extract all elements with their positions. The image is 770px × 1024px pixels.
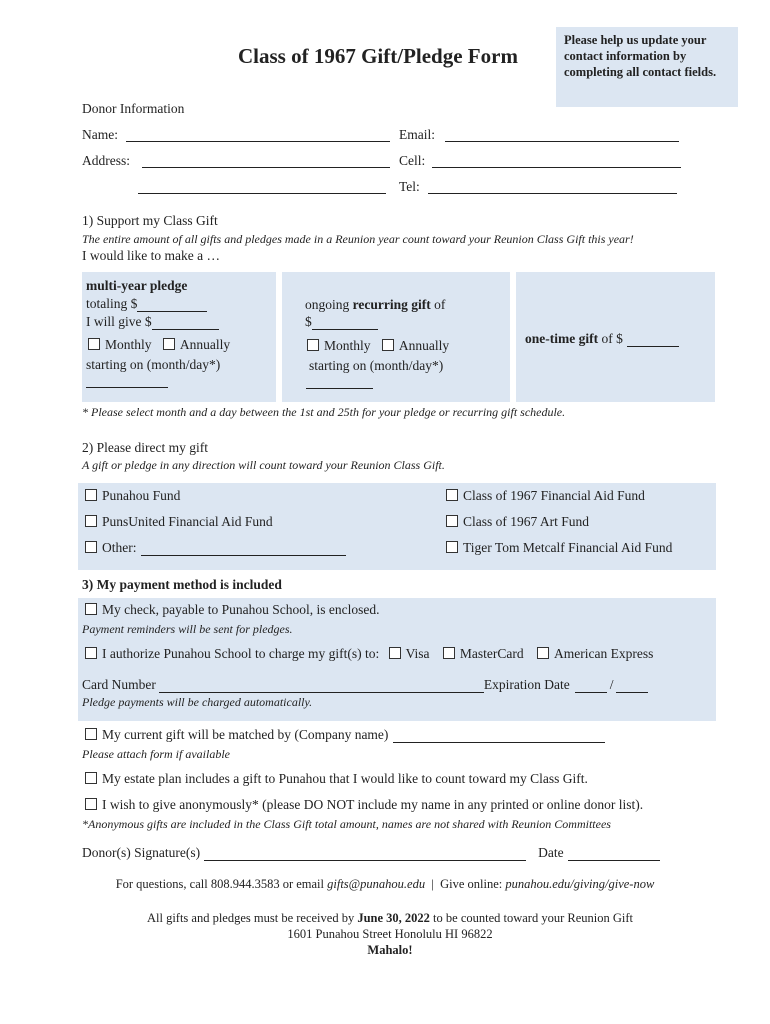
tel-field[interactable] — [428, 193, 677, 194]
payment-check — [85, 602, 379, 618]
multi-monthly-checkbox[interactable] — [88, 338, 100, 350]
signature-row — [82, 845, 660, 861]
mastercard-checkbox[interactable] — [443, 647, 455, 659]
fund-other-label: Other: — [102, 540, 137, 555]
date-field[interactable] — [568, 848, 660, 861]
address-field-1[interactable] — [142, 167, 390, 168]
footer-questions — [0, 877, 770, 892]
recurring-line — [305, 297, 445, 313]
recurring-amount-field[interactable] — [312, 317, 378, 330]
recurring-dollar: $ — [305, 314, 312, 329]
recurring-monthly-checkbox[interactable] — [307, 339, 319, 351]
recurring-monthly-label: Monthly — [324, 338, 371, 353]
payment-authorize-label: I authorize Punahou School to charge my gift(s) to: — [102, 646, 380, 661]
payment-auto: Pledge payments will be charged automatically. — [82, 695, 313, 709]
multi-totaling-label: totaling $ — [86, 296, 138, 311]
fund-punahou-label: Punahou Fund — [102, 488, 181, 503]
fund-tiger-tom — [446, 540, 672, 556]
payment-reminders: Payment reminders will be sent for pledges. — [82, 622, 293, 636]
anon-label: I wish to give anonymously* (please DO NOT include my name in any printed or online donor list). — [102, 797, 644, 812]
fund-tiger-tom-label: Tiger Tom Metcalf Financial Aid Fund — [463, 540, 673, 555]
signature-field[interactable] — [204, 848, 526, 861]
fund-other-field[interactable] — [141, 543, 346, 556]
contact-notice — [556, 27, 738, 107]
fund-punahou-checkbox[interactable] — [85, 489, 97, 501]
multi-totaling-field[interactable] — [137, 299, 207, 312]
section1-heading: 1) Support my Class Gift — [82, 213, 218, 228]
payment-authorize-checkbox[interactable] — [85, 647, 97, 659]
matched-row — [85, 727, 605, 743]
section2-heading: 2) Please direct my gift — [82, 440, 208, 455]
expiration-label: Expiration Date — [483, 677, 570, 692]
page-title: Class of 1967 Gift/Pledge Form — [238, 44, 518, 68]
multi-totaling — [86, 296, 207, 312]
date-label: Date — [538, 845, 564, 860]
section3-heading: 3) My payment method is included — [82, 577, 282, 592]
fund-class-aid-label: Class of 1967 Financial Aid Fund — [463, 488, 645, 503]
visa-checkbox[interactable] — [389, 647, 401, 659]
payment-check-label: My check, payable to Punahou School, is enclosed. — [102, 602, 380, 617]
recurring-annually-checkbox[interactable] — [382, 339, 394, 351]
fund-tiger-tom-checkbox[interactable] — [446, 541, 458, 553]
one-time-line — [525, 331, 679, 347]
multi-will-give-field[interactable] — [152, 317, 219, 330]
multi-year-title: multi-year pledge — [86, 278, 188, 293]
email-label: Email: — [399, 127, 435, 142]
footer-deadline-date: June 30, 2022 — [357, 911, 430, 925]
fund-punahou — [85, 488, 180, 504]
multi-annually-label: Annually — [179, 337, 231, 352]
fund-punsunited — [85, 514, 273, 530]
card-number-label: Card Number — [82, 677, 156, 692]
anon-checkbox[interactable] — [85, 798, 97, 810]
expiration-year-field[interactable] — [616, 680, 648, 693]
multi-start-field[interactable] — [86, 387, 168, 388]
anon-row — [85, 797, 643, 813]
matched-checkbox[interactable] — [85, 728, 97, 740]
contact-notice-text: Please help us update your contact information by completing all contact fields. — [564, 33, 717, 79]
address-label: Address: — [82, 153, 130, 168]
recurring-panel — [282, 272, 510, 402]
section1-footnote — [82, 405, 565, 420]
footer-email-link[interactable]: gifts@punahou.edu — [327, 877, 426, 891]
multi-will-give — [86, 314, 219, 330]
footer-deadline-pre: All gifts and pledges must be received by — [146, 911, 358, 925]
visa-label: Visa — [405, 646, 430, 661]
expiration-month-field[interactable] — [575, 680, 607, 693]
footer-address: 1601 Punahou Street Honolulu HI 96822 — [287, 927, 493, 941]
multi-monthly-label: Monthly — [105, 337, 152, 352]
multi-will-give-label: I will give $ — [86, 314, 152, 329]
card-number-row — [82, 677, 648, 693]
section1-intro: I would like to make a … — [82, 248, 220, 263]
one-time-suffix: of $ — [598, 331, 623, 346]
recurring-prefix: ongoing — [305, 297, 353, 312]
footer-deadline-post: to be counted toward your Reunion Gift — [429, 911, 634, 925]
multi-starting: starting on (month/day*) — [86, 357, 221, 372]
signature-label: Donor(s) Signature(s) — [82, 845, 201, 860]
cell-field[interactable] — [432, 167, 681, 168]
estate-checkbox[interactable] — [85, 772, 97, 784]
section1-footnote-text: * Please select month and a day between the 1st and 25th for your pledge or recurring gift schedule. — [82, 405, 566, 419]
cell-label: Cell: — [399, 153, 426, 168]
recurring-bold: recurring gift — [352, 297, 431, 312]
amex-checkbox[interactable] — [537, 647, 549, 659]
fund-other — [85, 540, 346, 556]
amex-label: American Express — [554, 646, 654, 661]
footer-questions-text: For questions, call 808.944.3583 or email — [115, 877, 328, 891]
email-field[interactable] — [445, 141, 679, 142]
payment-authorize — [85, 646, 653, 662]
footer-deadline — [0, 911, 770, 926]
matched-label: My current gift will be matched by (Company name) — [102, 727, 389, 742]
one-time-field[interactable] — [627, 334, 679, 347]
estate-row — [85, 771, 588, 787]
name-label: Name: — [82, 127, 118, 142]
footer-thanks: Mahalo! — [367, 943, 413, 957]
card-number-field[interactable] — [159, 680, 484, 693]
matched-company-field[interactable] — [393, 730, 605, 743]
section1-subtitle: The entire amount of all gifts and pledges made in a Reunion year count toward your Reunion Class Gift this year! — [82, 232, 634, 246]
footer-give-online: | Give online: — [425, 877, 506, 891]
fund-punsunited-label: PunsUnited Financial Aid Fund — [102, 514, 273, 529]
payment-check-checkbox[interactable] — [85, 603, 97, 615]
fund-class-aid-checkbox[interactable] — [446, 489, 458, 501]
fund-class-art-label: Class of 1967 Art Fund — [463, 514, 590, 529]
fund-class-art-checkbox[interactable] — [446, 515, 458, 527]
recurring-annually-label: Annually — [398, 338, 450, 353]
multi-frequency — [88, 337, 230, 353]
multi-annually-checkbox[interactable] — [163, 338, 175, 350]
fund-class-aid — [446, 488, 645, 504]
fund-class-art — [446, 514, 589, 530]
estate-label: My estate plan includes a gift to Punahou that I would like to count toward my Class Gift. — [102, 771, 588, 786]
one-time-bold: one-time gift — [525, 331, 599, 346]
expiration-slash: / — [609, 677, 614, 692]
footer-url-link[interactable]: punahou.edu/giving/give-now — [505, 877, 655, 891]
fund-other-checkbox[interactable] — [85, 541, 97, 553]
mastercard-label: MasterCard — [459, 646, 524, 661]
name-field[interactable] — [126, 141, 390, 142]
recurring-frequency — [307, 338, 449, 354]
recurring-suffix: of — [430, 297, 446, 312]
section2-subtitle: A gift or pledge in any direction will count toward your Reunion Class Gift. — [82, 458, 445, 472]
address-field-2[interactable] — [138, 193, 386, 194]
recurring-amount — [305, 314, 378, 330]
recurring-starting: starting on (month/day*) — [309, 358, 444, 373]
matched-attach: Please attach form if available — [82, 747, 230, 761]
recurring-start-field[interactable] — [306, 388, 373, 389]
tel-label: Tel: — [399, 179, 420, 194]
donor-heading: Donor Information — [82, 101, 185, 116]
fund-punsunited-checkbox[interactable] — [85, 515, 97, 527]
anon-note: *Anonymous gifts are included in the Class Gift total amount, names are not shared with Reunion Committees — [82, 817, 611, 831]
